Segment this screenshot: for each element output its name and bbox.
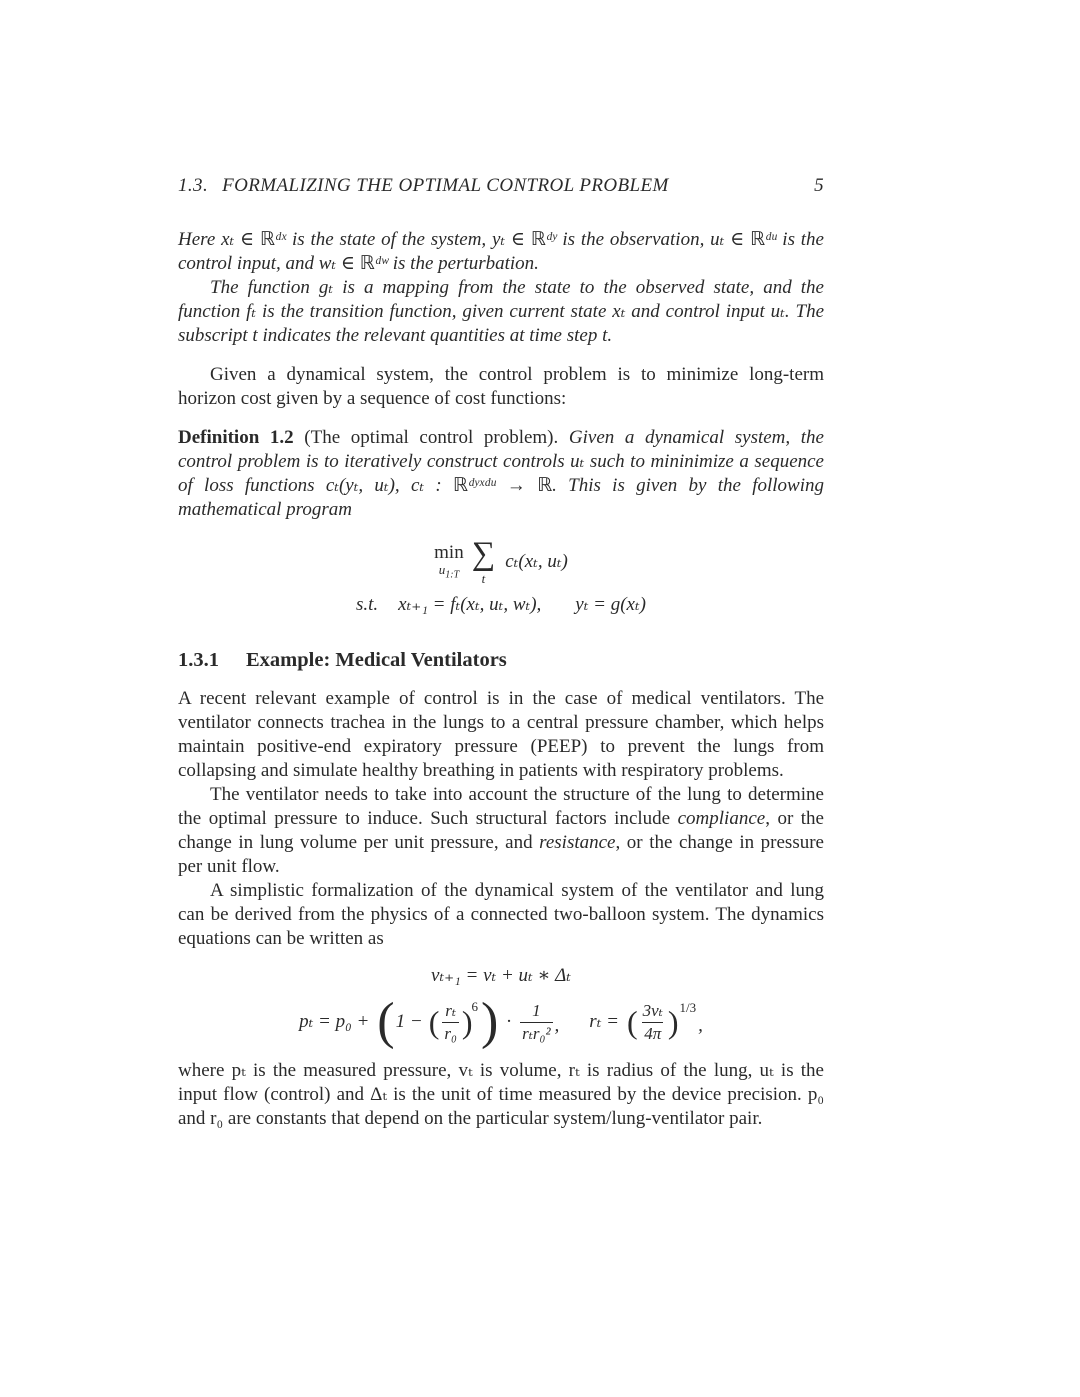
equation-objective — [178, 538, 824, 585]
chapter-title-label: FORMALIZING THE OPTIMAL CONTROL PROBLEM — [222, 175, 669, 196]
definition-tag: (The optimal control problem). — [293, 427, 559, 448]
radius-ratio-fraction — [442, 1000, 459, 1044]
big-left-paren: ( — [377, 993, 395, 1050]
equation-comma: , — [554, 1015, 560, 1037]
radius-right-paren: ) — [667, 1003, 679, 1040]
compliance-term: compliance — [677, 808, 766, 829]
inner-left-paren: ( — [428, 1003, 440, 1040]
radius-left-paren: ( — [626, 1003, 638, 1040]
equation-constraints — [178, 593, 824, 617]
radius-ratio-denominator: r₀ — [444, 1023, 457, 1043]
inner-right-paren: ) — [461, 1003, 473, 1040]
exponent-one-third: 1/3 — [679, 1000, 697, 1016]
inverse-radius-fraction — [520, 1000, 552, 1044]
min-subscript-base: u — [438, 561, 446, 577]
ventilators-p2-text-b: , or the change in lung volume per unit pressure, and — [178, 808, 824, 853]
section-number-label: 1.3. — [178, 175, 209, 196]
subsection-number: 1.3.1 — [178, 649, 219, 671]
ventilators-paragraph-2 — [178, 783, 824, 879]
summation-operator — [472, 538, 496, 585]
ventilators-p2-text-a: The ventilator needs to take into account the structure of the lung to determine the optimal pressure to induce. Such structural factors include — [178, 784, 824, 829]
big-right-paren: ) — [481, 993, 499, 1050]
inverse-radius-denominator: rₜr₀² — [522, 1023, 551, 1043]
exponent-six: 6 — [471, 999, 479, 1015]
definition-block — [178, 426, 824, 522]
equation-pressure-dynamics — [178, 993, 824, 1050]
definition-body: Given a dynamical system, the control problem is to iteratively construct controls uₜ such to mininimize a sequence of loss functions cₜ(yₜ, uₜ), cₜ : ℝᵈʸˣᵈᵘ → ℝ. This is given by the following mathematical program — [178, 427, 824, 520]
sigma-index: t — [481, 571, 486, 586]
min-operator — [434, 543, 464, 581]
min-subscript-range: 1:T — [445, 569, 460, 581]
ventilators-paragraph-1: A recent relevant example of control is in the case of medical ventilators. The ventilator connects trachea in the lungs to a central pressure chamber, which helps maintain positive-end expiratory pressure (PEEP) to prevent the lungs from collapsing and simulate healthy breathing in patients with respiratory problems. — [178, 688, 824, 781]
observation-constraint: yₜ = g(xₜ) — [575, 594, 646, 615]
running-head — [178, 174, 824, 198]
sigma-symbol: ∑ — [471, 536, 496, 572]
min-subscript — [439, 563, 459, 581]
pressure-lhs: pₜ = p₀ + — [299, 1011, 370, 1033]
equation-volume-dynamics: vₜ₊₁ = vₜ + uₜ ∗ Δₜ — [431, 965, 571, 986]
volume-fraction — [641, 1000, 665, 1044]
definition-label: Definition 1.2 — [178, 427, 294, 448]
cdot-operator: · — [506, 1011, 512, 1033]
subsection-heading — [178, 647, 824, 673]
ventilators-p2-text-c: , or the change in pressure per unit flow. — [178, 832, 824, 877]
body-paragraph-control-problem: Given a dynamical system, the control problem is to minimize long-term horizon cost given by a sequence of cost functions: — [178, 364, 824, 409]
intro-paragraph-1: Here xₜ ∈ ℝᵈˣ is the state of the system, yₜ ∈ ℝᵈʸ is the observation, uₜ ∈ ℝᵈᵘ is the control input, and wₜ ∈ ℝᵈʷ is the perturbation. — [178, 229, 824, 274]
one-minus-term: 1 − — [395, 1011, 423, 1033]
running-head-title — [178, 174, 669, 198]
min-label: min — [434, 541, 464, 563]
trailing-comma: , — [698, 1015, 703, 1037]
subsection-title: Example: Medical Ventilators — [246, 649, 507, 671]
page-number: 5 — [814, 175, 824, 196]
volume-fraction-numerator: 3vₜ — [642, 1001, 663, 1021]
radius-lhs: rₜ = — [589, 1011, 619, 1033]
intro-paragraph-2: The function gₜ is a mapping from the state to the observed state, and the function fₜ is the transition function, given current state xₜ and control input uₜ. The subscript t indicates the relevant quantities at time step t. — [178, 277, 824, 346]
inverse-radius-numerator: 1 — [532, 1001, 541, 1021]
radius-ratio-numerator: rₜ — [445, 1001, 457, 1021]
closing-paragraph: where pₜ is the measured pressure, vₜ is volume, rₜ is radius of the lung, uₜ is the input flow (control) and Δₜ is the unit of time measured by the device precision. p₀ and r₀ are constants that depend on the particular system/lung-ventilator pair. — [178, 1060, 824, 1130]
subject-to-label: s.t. — [355, 594, 379, 615]
resistance-term: resistance — [539, 832, 616, 853]
cost-term: cₜ(xₜ, uₜ) — [505, 550, 568, 572]
volume-fraction-denominator: 4π — [644, 1023, 662, 1043]
dynamics-constraint: xₜ₊₁ = fₜ(xₜ, uₜ, wₜ), — [398, 594, 542, 615]
ventilators-paragraph-3: A simplistic formalization of the dynamical system of the ventilator and lung can be derived from the physics of a connected two-balloon system. The dynamics equations can be written as — [178, 880, 824, 949]
